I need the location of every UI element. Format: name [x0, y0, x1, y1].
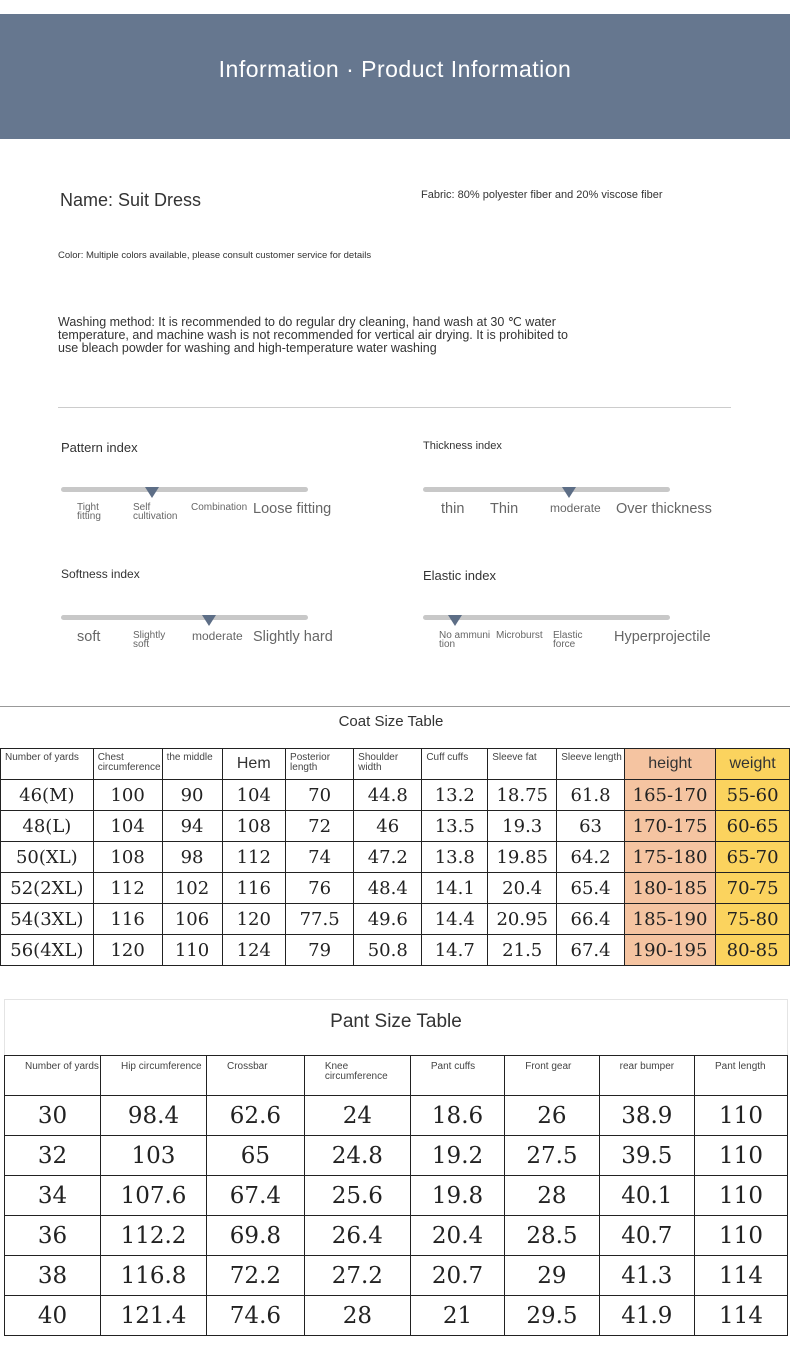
pant-cell: 27.2 [304, 1256, 410, 1296]
pant-header-cell: Knee circumference [304, 1056, 410, 1096]
pant-header-cell: Front gear [505, 1056, 599, 1096]
coat-cell: 75-80 [716, 904, 790, 935]
coat-cell: 104 [93, 811, 162, 842]
table-row [5, 1176, 788, 1216]
coat-cell: 56(4XL) [1, 935, 94, 966]
pant-cell: 26.4 [304, 1216, 410, 1256]
coat-header-cell: Number of yards [1, 749, 94, 780]
coat-cell: 65.4 [557, 873, 625, 904]
coat-cell: 48(L) [1, 811, 94, 842]
pattern-option: Loose fitting [253, 501, 332, 517]
coat-cell: 110 [162, 935, 222, 966]
coat-cell: 48.4 [354, 873, 422, 904]
table-row [1, 780, 790, 811]
softness-index-track [61, 615, 308, 620]
coat-cell: 100 [93, 780, 162, 811]
coat-cell: 66.4 [557, 904, 625, 935]
coat-cell: 65-70 [716, 842, 790, 873]
pant-cell: 62.6 [207, 1096, 305, 1136]
coat-cell: 112 [222, 842, 286, 873]
pant-cell: 18.6 [410, 1096, 504, 1136]
pattern-option: Self cultivation [133, 502, 178, 522]
pant-cell: 27.5 [505, 1136, 599, 1176]
pant-cell: 110 [695, 1096, 788, 1136]
coat-header-cell: Hem [222, 749, 286, 780]
pant-header-cell: Hip circumference [100, 1056, 206, 1096]
coat-cell: 190-195 [624, 935, 715, 966]
coat-cell: 64.2 [557, 842, 625, 873]
pant-cell: 110 [695, 1136, 788, 1176]
elastic-index-title: Elastic index [423, 568, 496, 583]
thickness-option: Thin [490, 501, 519, 517]
pant-cell: 40 [5, 1296, 101, 1336]
coat-cell: 175-180 [624, 842, 715, 873]
coat-cell: 20.4 [488, 873, 557, 904]
softness-option: soft [77, 629, 101, 645]
coat-table-top-border [0, 706, 790, 707]
pattern-index-marker [145, 487, 159, 498]
elastic-option: Microburst [496, 630, 543, 641]
coat-cell: 70-75 [716, 873, 790, 904]
coat-cell: 170-175 [624, 811, 715, 842]
pant-cell: 121.4 [100, 1296, 206, 1336]
coat-cell: 13.2 [422, 780, 488, 811]
pant-cell: 65 [207, 1136, 305, 1176]
elastic-option: Hyperprojectile [614, 629, 711, 645]
pant-cell: 29.5 [505, 1296, 599, 1336]
coat-cell: 108 [222, 811, 286, 842]
elastic-index-marker [448, 615, 462, 626]
coat-cell: 70 [286, 780, 354, 811]
coat-cell: 67.4 [557, 935, 625, 966]
section-divider [58, 407, 731, 408]
coat-cell: 79 [286, 935, 354, 966]
coat-table-title: Coat Size Table [338, 713, 444, 730]
coat-cell: 19.3 [488, 811, 557, 842]
pattern-option: Tight fitting [77, 502, 101, 522]
elastic-option: No ammunition [439, 630, 491, 650]
table-row [1, 935, 790, 966]
pant-cell: 34 [5, 1176, 101, 1216]
table-row [1, 873, 790, 904]
coat-cell: 63 [557, 811, 625, 842]
coat-cell: 13.8 [422, 842, 488, 873]
thickness-option: moderate [550, 501, 601, 515]
coat-cell: 46 [354, 811, 422, 842]
table-row [5, 1136, 788, 1176]
pant-cell: 25.6 [304, 1176, 410, 1216]
coat-cell: 108 [93, 842, 162, 873]
coat-cell: 46(M) [1, 780, 94, 811]
coat-cell: 52(2XL) [1, 873, 94, 904]
elastic-option: Elastic force [553, 630, 583, 650]
coat-cell: 50(XL) [1, 842, 94, 873]
coat-cell: 76 [286, 873, 354, 904]
coat-cell: 112 [93, 873, 162, 904]
pant-cell: 103 [100, 1136, 206, 1176]
banner-title: Information · Product Information [218, 56, 572, 82]
coat-header-cell: Posterior length [286, 749, 354, 780]
pant-table-title: Pant Size Table [330, 1011, 462, 1032]
product-name: Name: Suit Dress [60, 190, 202, 210]
coat-cell: 116 [93, 904, 162, 935]
table-row [1, 904, 790, 935]
coat-cell: 102 [162, 873, 222, 904]
coat-cell: 55-60 [716, 780, 790, 811]
coat-cell: 74 [286, 842, 354, 873]
pant-cell: 21 [410, 1296, 504, 1336]
pant-cell: 114 [695, 1256, 788, 1296]
coat-cell: 60-65 [716, 811, 790, 842]
coat-cell: 77.5 [286, 904, 354, 935]
coat-header-cell: Chest circumference [93, 749, 162, 780]
pant-cell: 72.2 [207, 1256, 305, 1296]
table-row [1, 811, 790, 842]
coat-cell: 72 [286, 811, 354, 842]
coat-cell: 21.5 [488, 935, 557, 966]
coat-header-cell: the middle [162, 749, 222, 780]
coat-cell: 13.5 [422, 811, 488, 842]
coat-cell: 104 [222, 780, 286, 811]
pant-cell: 24 [304, 1096, 410, 1136]
coat-cell: 49.6 [354, 904, 422, 935]
coat-cell: 116 [222, 873, 286, 904]
pant-cell: 32 [5, 1136, 101, 1176]
pant-cell: 26 [505, 1096, 599, 1136]
washing-method: Washing method: It is recommended to do regular dry cleaning, hand wash at 30 ℃ water temperature, and machine wash is not recommended for vertical air drying. It is prohibited to use bleach powder for washing and high-temperature water washing [58, 315, 568, 355]
coat-cell: 94 [162, 811, 222, 842]
pant-cell: 107.6 [100, 1176, 206, 1216]
pant-cell: 19.8 [410, 1176, 504, 1216]
pant-cell: 24.8 [304, 1136, 410, 1176]
pant-cell: 38.9 [599, 1096, 694, 1136]
thickness-index-marker [562, 487, 576, 498]
coat-cell: 120 [222, 904, 286, 935]
pant-cell: 20.4 [410, 1216, 504, 1256]
pattern-option: Combination [191, 502, 248, 513]
softness-option: Slightly soft [133, 630, 166, 650]
pant-cell: 110 [695, 1176, 788, 1216]
pant-cell: 69.8 [207, 1216, 305, 1256]
coat-cell: 185-190 [624, 904, 715, 935]
coat-cell: 19.85 [488, 842, 557, 873]
pant-cell: 28 [505, 1176, 599, 1216]
coat-cell: 18.75 [488, 780, 557, 811]
pant-cell: 40.1 [599, 1176, 694, 1216]
coat-cell: 165-170 [624, 780, 715, 811]
coat-cell: 124 [222, 935, 286, 966]
coat-cell: 44.8 [354, 780, 422, 811]
coat-cell: 61.8 [557, 780, 625, 811]
coat-cell: 47.2 [354, 842, 422, 873]
thickness-option: Over thickness [616, 501, 712, 517]
coat-cell: 180-185 [624, 873, 715, 904]
pant-cell: 110 [695, 1216, 788, 1256]
coat-cell: 90 [162, 780, 222, 811]
pant-cell: 29 [505, 1256, 599, 1296]
pant-cell: 28 [304, 1296, 410, 1336]
coat-cell: 120 [93, 935, 162, 966]
coat-size-table [0, 748, 790, 966]
coat-header-cell: height [624, 749, 715, 780]
pant-cell: 67.4 [207, 1176, 305, 1216]
pant-cell: 38 [5, 1256, 101, 1296]
pant-cell: 112.2 [100, 1216, 206, 1256]
coat-header-cell: Sleeve length [557, 749, 625, 780]
pant-header-cell: Crossbar [207, 1056, 305, 1096]
softness-option: moderate [192, 629, 243, 643]
pant-header-cell: Pant length [695, 1056, 788, 1096]
table-row [5, 1096, 788, 1136]
thickness-index-track [423, 487, 670, 492]
coat-cell: 106 [162, 904, 222, 935]
coat-cell: 54(3XL) [1, 904, 94, 935]
pant-header-cell: Pant cuffs [410, 1056, 504, 1096]
pant-cell: 20.7 [410, 1256, 504, 1296]
coat-header-cell: weight [716, 749, 790, 780]
table-row [5, 1296, 788, 1336]
pant-size-table [4, 1055, 788, 1336]
product-fabric: Fabric: 80% polyester fiber and 20% viscose fiber [421, 189, 663, 201]
coat-cell: 14.4 [422, 904, 488, 935]
coat-cell: 50.8 [354, 935, 422, 966]
pant-cell: 30 [5, 1096, 101, 1136]
thickness-index-title: Thickness index [423, 440, 502, 452]
pant-cell: 74.6 [207, 1296, 305, 1336]
pant-cell: 36 [5, 1216, 101, 1256]
softness-option: Slightly hard [253, 629, 333, 645]
pant-cell: 98.4 [100, 1096, 206, 1136]
coat-header-cell: Sleeve fat [488, 749, 557, 780]
pant-cell: 40.7 [599, 1216, 694, 1256]
coat-header-cell: Cuff cuffs [422, 749, 488, 780]
pant-header-cell: Number of yards [5, 1056, 101, 1096]
pant-cell: 39.5 [599, 1136, 694, 1176]
coat-cell: 14.7 [422, 935, 488, 966]
pant-cell: 116.8 [100, 1256, 206, 1296]
table-row [1, 842, 790, 873]
coat-cell: 98 [162, 842, 222, 873]
softness-index-marker [202, 615, 216, 626]
pattern-index-track [61, 487, 308, 492]
pant-cell: 19.2 [410, 1136, 504, 1176]
coat-cell: 80-85 [716, 935, 790, 966]
softness-index-title: Softness index [61, 567, 140, 581]
pant-cell: 114 [695, 1296, 788, 1336]
coat-header-cell: Shoulder width [354, 749, 422, 780]
pant-cell: 41.9 [599, 1296, 694, 1336]
table-row [5, 1216, 788, 1256]
product-color: Color: Multiple colors available, please consult customer service for details [58, 250, 372, 261]
pattern-index-title: Pattern index [61, 440, 138, 455]
coat-cell: 20.95 [488, 904, 557, 935]
coat-cell: 14.1 [422, 873, 488, 904]
table-row [5, 1256, 788, 1296]
pant-header-cell: rear bumper [599, 1056, 694, 1096]
thickness-option: thin [441, 501, 465, 517]
pant-cell: 28.5 [505, 1216, 599, 1256]
pant-cell: 41.3 [599, 1256, 694, 1296]
